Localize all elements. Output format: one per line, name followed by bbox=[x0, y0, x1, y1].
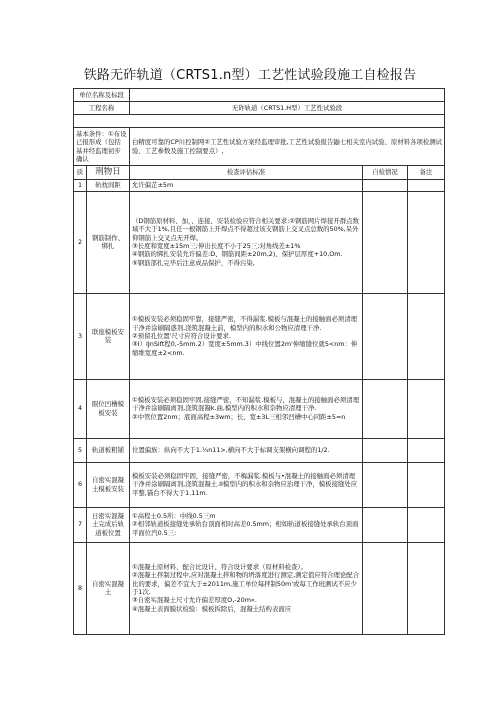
remark-cell[interactable] bbox=[408, 507, 445, 542]
table-row bbox=[74, 293, 445, 379]
project-label: 工程名称 bbox=[74, 102, 130, 115]
col-no-header: 质 bbox=[74, 166, 87, 180]
row-no: 4 bbox=[74, 379, 87, 438]
self-check-cell[interactable] bbox=[363, 179, 408, 191]
row-item: 自密实混凝土模板安装 bbox=[87, 462, 130, 507]
row-standard bbox=[130, 379, 363, 438]
remark-cell[interactable] bbox=[408, 179, 445, 191]
row-standard bbox=[130, 462, 363, 507]
row-item: 限位凹槽模板安装 bbox=[87, 379, 130, 438]
basic-conditions-label: 基本条件：①布设已报形成（包括基并经监理初步确认 bbox=[74, 128, 130, 166]
standard-line: ①模板安装必须稳固牢固,接缝严密，不知漏浆.模板与，混凝土的接触面必须清理干净并涂刷隔离剂,浇筑混凝k.曲,模型内的积水和杂物应清理干净. bbox=[132, 396, 360, 413]
col-item-header: 刑物日 bbox=[87, 166, 130, 180]
table-row bbox=[74, 542, 445, 634]
remark-cell[interactable] bbox=[408, 379, 445, 438]
table-row bbox=[74, 462, 445, 507]
row-standard bbox=[130, 179, 363, 191]
standard-line: ③I）IJnSift程0,-5mm.2）宽度±5mm.3）中线位置2m'伸缩缝位就5<nm：伸缩维宽度±2<nm. bbox=[132, 340, 358, 357]
row-standard bbox=[130, 293, 363, 379]
col-standard-header: 检查评估标准 bbox=[130, 166, 363, 180]
basic-conditions-value: 白精度可靠的CP川控制网②工艺性试验方案经监理审批,工艺性试验报告鼬七相关室内试验、原材料各项检测试验、工艺参数及施工控制要点）, bbox=[130, 128, 445, 166]
table-row bbox=[74, 438, 445, 462]
remark-cell[interactable] bbox=[408, 293, 445, 379]
self-check-cell[interactable] bbox=[363, 293, 408, 379]
standard-line: ⑤钢筋部扎完毕后注意成品保护，不得污染, bbox=[132, 258, 255, 267]
remark-cell[interactable] bbox=[408, 462, 445, 507]
row-no: 6 bbox=[74, 462, 87, 507]
standard-line: ④混凝土表面膜状检验：模板拆除后，混凝土结构表面应 bbox=[132, 604, 292, 613]
standard-line: ①混凝土原材料、配合比设计、符合设计要求（原材料检查）。 bbox=[132, 563, 308, 572]
row-no: 1 bbox=[74, 179, 87, 191]
row-standard bbox=[130, 438, 363, 462]
self-check-cell[interactable] bbox=[363, 191, 408, 293]
self-check-form-table bbox=[73, 88, 445, 635]
row-no: 7 bbox=[74, 507, 87, 542]
unit-label: 单位名称及标段 bbox=[74, 89, 130, 102]
row-item: 轨枕间距 bbox=[87, 179, 130, 191]
row-no: 2 bbox=[74, 191, 87, 293]
standard-line: ②相邻轨道板接缝处承轨台顶面相时高差0.5mm；相如轨道板接缝处承轨台顶面平面位汽0.5三: bbox=[132, 520, 359, 537]
row-item: 自密实混凝土 bbox=[87, 542, 130, 634]
row-standard bbox=[130, 542, 363, 634]
unit-value bbox=[130, 89, 445, 102]
col-self-check-header: 自检情况 bbox=[363, 166, 408, 180]
row-item: 日密实混凝土完成后轨道板位置 bbox=[87, 507, 130, 542]
row-standard bbox=[130, 191, 363, 293]
self-check-cell[interactable] bbox=[363, 438, 408, 462]
standard-line: ①高程士0.5所：中线0.5三m bbox=[132, 512, 216, 521]
table-row bbox=[74, 191, 445, 293]
self-check-cell[interactable] bbox=[363, 379, 408, 438]
table-row bbox=[74, 379, 445, 438]
standard-line: ②混凝土拌制过程中,应对混凝土拌和物的坍落度进行测定,测定值应符合理论配合比的要求，偏差不宜大于±2011m,施工单位每拌制50m'或每工作班测试不应少于1次. bbox=[132, 571, 360, 597]
standard-line: ③自密实混凝土尺寸允许偏差厚度O,-20m«. bbox=[132, 596, 257, 605]
remark-cell[interactable] bbox=[408, 542, 445, 634]
standard-line: ②中管位置2nm；底面高程±3wm；长、宽±3L三相邻凹槽中心同距±5=n bbox=[132, 412, 346, 421]
project-row bbox=[74, 102, 445, 115]
document-title: 铁路无砟轨道（CRTS1.n型）工艺性试验段施工自检报告 bbox=[83, 68, 417, 83]
basic-conditions-row bbox=[74, 128, 445, 166]
row-standard bbox=[130, 507, 363, 542]
table-row bbox=[74, 179, 445, 191]
standard-line: （D钢筋原材料、加，、连接、安装检验应符合相关要求:②钢筋网片焊接开群点数域不大于1%,且任一根钢筋上开焊点不得超过该支钢筋上交叉点总数的50%,呆外仰钢筋上交叉点无开焊。 bbox=[132, 217, 359, 242]
self-check-cell[interactable] bbox=[363, 507, 408, 542]
table-row bbox=[74, 507, 445, 542]
standard-line: 位置偏族：纵向不大于1.¼n11>,横向不大于标调支架横向调程的1/2. bbox=[132, 445, 330, 454]
project-value: 无砟轨道（CRTS1.H型）工艺性试验段 bbox=[130, 102, 445, 115]
standard-line: ③长度和宽度±15m三;伸出长度不小于25三;对角线差±1% bbox=[132, 242, 301, 251]
remark-cell[interactable] bbox=[408, 191, 445, 293]
standard-line: ①模板安装必须稳固牢靠，接缝严密，不得漏浆.模板与混凝土的接触面必须清理干净并涂刷隔惑剂,浇筑混凝土前，模型内的积水和公物应清理干净. bbox=[132, 315, 358, 332]
standard-line: 允许偏芷±5m bbox=[132, 180, 174, 189]
row-item: 轨道板粗铺 bbox=[87, 438, 130, 462]
standard-line: ②预留孔位置'尺寸应符合设计要求. bbox=[132, 331, 232, 340]
row-item: 联座模板安装 bbox=[87, 293, 130, 379]
blank-row bbox=[74, 115, 445, 128]
standard-line: 模板安装必须稳固牢固，接缝严密，不梅漏浆.模板与•混凝土的接触面必须清理干净并涂刷隔离剂,浇筑混凝土.II模型内的积水和杂物应治理干净，模板接缝处应平整,锚台不得大于1.11m. bbox=[132, 472, 358, 497]
row-no: 3 bbox=[74, 293, 87, 379]
standard-line: ④钢筋的绑扎安装允许偏差:D、钢筋间距±20m,2)、保护层厚度+10,Om. bbox=[132, 250, 343, 259]
remark-cell[interactable] bbox=[408, 438, 445, 462]
unit-row bbox=[74, 89, 445, 102]
row-no: 8 bbox=[74, 542, 87, 634]
self-check-cell[interactable] bbox=[363, 462, 408, 507]
row-item: 钢筋制作、绑扎 bbox=[87, 191, 130, 293]
blank-cell bbox=[74, 115, 445, 128]
row-no: 5 bbox=[74, 438, 87, 462]
column-header-row bbox=[74, 166, 445, 180]
col-remark-header: 备注 bbox=[408, 166, 445, 180]
self-check-cell[interactable] bbox=[363, 542, 408, 634]
